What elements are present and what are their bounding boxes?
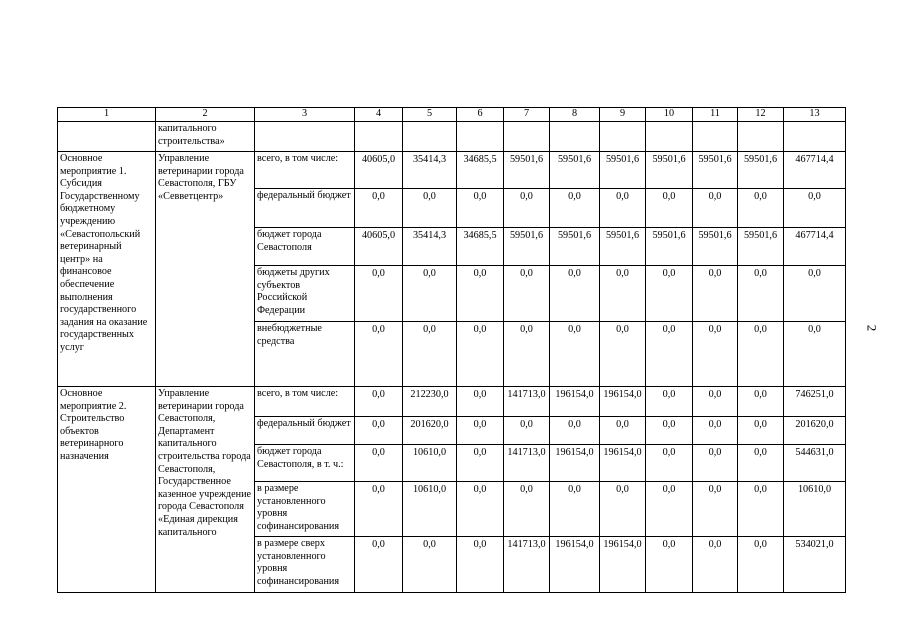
header-cell-2: 2 — [156, 108, 255, 122]
value-cell: 0,0 — [738, 482, 784, 537]
value-cell: 0,0 — [504, 189, 550, 228]
table-header-row — [58, 108, 846, 122]
value-cell: 0,0 — [646, 189, 693, 228]
executor-cell: Управление ветеринарии города Севастополя, ГБУ «Севветцентр» — [156, 152, 255, 387]
value-cell: 201620,0 — [784, 417, 846, 445]
cell-empty — [784, 122, 846, 152]
value-cell: 59501,6 — [504, 152, 550, 189]
funding-source-cell: внебюджетные средства — [255, 322, 355, 387]
header-cell-7: 7 — [504, 108, 550, 122]
header-cell-11: 11 — [693, 108, 738, 122]
value-cell: 0,0 — [784, 322, 846, 387]
table-row — [58, 152, 846, 189]
funding-source-cell: всего, в том числе: — [255, 387, 355, 417]
value-cell: 0,0 — [646, 482, 693, 537]
header-cell-3: 3 — [255, 108, 355, 122]
budget-table — [57, 107, 846, 593]
value-cell: 0,0 — [738, 445, 784, 482]
value-cell: 0,0 — [646, 445, 693, 482]
value-cell: 0,0 — [355, 537, 403, 593]
value-cell: 0,0 — [355, 387, 403, 417]
value-cell: 59501,6 — [646, 228, 693, 266]
value-cell: 35414,3 — [403, 152, 457, 189]
value-cell: 0,0 — [600, 417, 646, 445]
value-cell: 0,0 — [457, 537, 504, 593]
value-cell: 0,0 — [355, 417, 403, 445]
value-cell: 0,0 — [600, 482, 646, 537]
funding-source-cell: всего, в том числе: — [255, 152, 355, 189]
header-cell-8: 8 — [550, 108, 600, 122]
value-cell: 196154,0 — [550, 387, 600, 417]
value-cell: 0,0 — [738, 387, 784, 417]
value-cell: 0,0 — [693, 387, 738, 417]
value-cell: 0,0 — [784, 266, 846, 322]
value-cell: 59501,6 — [600, 152, 646, 189]
value-cell: 0,0 — [457, 322, 504, 387]
value-cell: 196154,0 — [600, 537, 646, 593]
value-cell: 0,0 — [738, 266, 784, 322]
funding-source-cell: бюджет города Севастополя, в т. ч.: — [255, 445, 355, 482]
value-cell: 59501,6 — [550, 152, 600, 189]
header-cell-1: 1 — [58, 108, 156, 122]
event-name-cell: Основное мероприятие 2. Строительство объектов ветеринарного назначения — [58, 387, 156, 593]
value-cell: 0,0 — [550, 482, 600, 537]
value-cell: 0,0 — [403, 537, 457, 593]
value-cell: 59501,6 — [693, 152, 738, 189]
event-name-cell: Основное мероприятие 1. Субсидия Государственному бюджетному учреждению «Севастопольский ветеринарный центр» на финансовое обеспечение выполнения государственного задания на оказание государственных услуг — [58, 152, 156, 387]
value-cell: 0,0 — [403, 266, 457, 322]
table-row — [58, 122, 846, 152]
value-cell: 0,0 — [693, 189, 738, 228]
value-cell: 0,0 — [693, 417, 738, 445]
cell-empty — [355, 122, 403, 152]
value-cell: 0,0 — [646, 322, 693, 387]
cell-empty — [255, 122, 355, 152]
funding-source-cell: в размере сверх установленного уровня софинансирования — [255, 537, 355, 593]
value-cell: 0,0 — [355, 482, 403, 537]
funding-source-cell: бюджеты других субъектов Российской Федерации — [255, 266, 355, 322]
value-cell: 0,0 — [738, 189, 784, 228]
value-cell: 0,0 — [784, 189, 846, 228]
header-cell-9: 9 — [600, 108, 646, 122]
value-cell: 0,0 — [457, 417, 504, 445]
cell-continued-executor: капитального строительства» — [156, 122, 255, 152]
value-cell: 0,0 — [600, 189, 646, 228]
value-cell: 59501,6 — [738, 228, 784, 266]
value-cell: 746251,0 — [784, 387, 846, 417]
value-cell: 0,0 — [738, 417, 784, 445]
cell-empty — [646, 122, 693, 152]
value-cell: 0,0 — [403, 322, 457, 387]
value-cell: 141713,0 — [504, 387, 550, 417]
value-cell: 196154,0 — [550, 445, 600, 482]
value-cell: 0,0 — [457, 482, 504, 537]
value-cell: 201620,0 — [403, 417, 457, 445]
header-cell-12: 12 — [738, 108, 784, 122]
value-cell: 34685,5 — [457, 152, 504, 189]
executor-cell: Управление ветеринарии города Севастополя, Департамент капитального строительства города Севастополя, Государственное казенное учреждение города Севастополя «Единая дирекция капитального — [156, 387, 255, 593]
value-cell: 0,0 — [504, 322, 550, 387]
value-cell: 0,0 — [738, 322, 784, 387]
header-cell-10: 10 — [646, 108, 693, 122]
value-cell: 0,0 — [355, 322, 403, 387]
value-cell: 0,0 — [738, 537, 784, 593]
value-cell: 35414,3 — [403, 228, 457, 266]
value-cell: 141713,0 — [504, 537, 550, 593]
value-cell: 0,0 — [693, 482, 738, 537]
value-cell: 0,0 — [504, 482, 550, 537]
value-cell: 0,0 — [600, 266, 646, 322]
cell-empty — [403, 122, 457, 152]
header-cell-4: 4 — [355, 108, 403, 122]
page-number: 2 — [864, 324, 880, 332]
funding-source-cell: федеральный бюджет — [255, 417, 355, 445]
value-cell: 0,0 — [600, 322, 646, 387]
value-cell: 0,0 — [646, 266, 693, 322]
value-cell: 0,0 — [550, 417, 600, 445]
value-cell: 212230,0 — [403, 387, 457, 417]
value-cell: 0,0 — [646, 417, 693, 445]
cell-empty — [738, 122, 784, 152]
value-cell: 34685,5 — [457, 228, 504, 266]
value-cell: 0,0 — [550, 189, 600, 228]
value-cell: 196154,0 — [600, 387, 646, 417]
value-cell: 0,0 — [550, 322, 600, 387]
value-cell: 0,0 — [457, 445, 504, 482]
header-cell-13: 13 — [784, 108, 846, 122]
value-cell: 0,0 — [457, 189, 504, 228]
header-cell-5: 5 — [403, 108, 457, 122]
value-cell: 10610,0 — [403, 445, 457, 482]
value-cell: 0,0 — [550, 266, 600, 322]
value-cell: 0,0 — [355, 189, 403, 228]
value-cell: 59501,6 — [550, 228, 600, 266]
cell-empty — [504, 122, 550, 152]
value-cell: 0,0 — [693, 266, 738, 322]
value-cell: 467714,4 — [784, 228, 846, 266]
cell-empty — [550, 122, 600, 152]
value-cell: 0,0 — [693, 445, 738, 482]
value-cell: 10610,0 — [403, 482, 457, 537]
table-body — [58, 108, 846, 593]
cell-empty — [693, 122, 738, 152]
value-cell: 0,0 — [504, 417, 550, 445]
value-cell: 0,0 — [457, 266, 504, 322]
value-cell: 10610,0 — [784, 482, 846, 537]
value-cell: 0,0 — [403, 189, 457, 228]
value-cell: 467714,4 — [784, 152, 846, 189]
value-cell: 534021,0 — [784, 537, 846, 593]
value-cell: 59501,6 — [600, 228, 646, 266]
value-cell: 59501,6 — [738, 152, 784, 189]
value-cell: 59501,6 — [693, 228, 738, 266]
value-cell: 40605,0 — [355, 152, 403, 189]
value-cell: 0,0 — [693, 322, 738, 387]
value-cell: 544631,0 — [784, 445, 846, 482]
value-cell: 196154,0 — [600, 445, 646, 482]
value-cell: 40605,0 — [355, 228, 403, 266]
value-cell: 59501,6 — [504, 228, 550, 266]
value-cell: 0,0 — [646, 387, 693, 417]
value-cell: 0,0 — [693, 537, 738, 593]
value-cell: 0,0 — [646, 537, 693, 593]
value-cell: 141713,0 — [504, 445, 550, 482]
value-cell: 0,0 — [355, 445, 403, 482]
value-cell: 59501,6 — [646, 152, 693, 189]
value-cell: 0,0 — [504, 266, 550, 322]
header-cell-6: 6 — [457, 108, 504, 122]
cell-empty — [457, 122, 504, 152]
value-cell: 0,0 — [355, 266, 403, 322]
value-cell: 0,0 — [457, 387, 504, 417]
funding-source-cell: бюджет города Севастополя — [255, 228, 355, 266]
table-row — [58, 387, 846, 417]
value-cell: 196154,0 — [550, 537, 600, 593]
funding-source-cell: в размере установленного уровня софинансирования — [255, 482, 355, 537]
cell-continued-name — [58, 122, 156, 152]
cell-empty — [600, 122, 646, 152]
funding-source-cell: федеральный бюджет — [255, 189, 355, 228]
